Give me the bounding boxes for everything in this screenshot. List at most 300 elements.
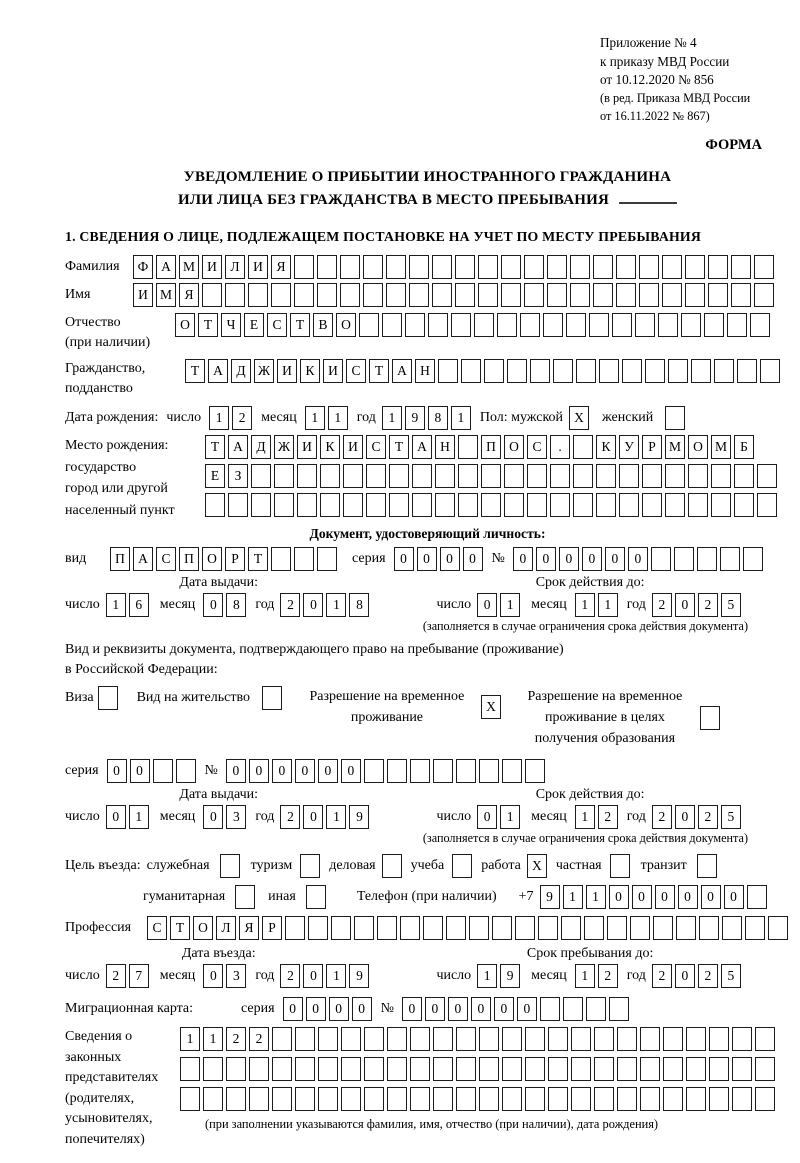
- doc-kind-cells: [110, 547, 340, 571]
- char-cell: [341, 1057, 361, 1081]
- char-cell: 7: [129, 964, 149, 988]
- char-cell: [731, 283, 751, 307]
- char-cell: [318, 1057, 338, 1081]
- char-cell: [720, 547, 740, 571]
- char-cell: [547, 255, 567, 279]
- char-cell: 0: [448, 997, 468, 1021]
- char-cell: [617, 1027, 637, 1051]
- char-cell: 9: [500, 964, 520, 988]
- char-cell: Я: [179, 283, 199, 307]
- issue-month-cells: [203, 593, 249, 617]
- char-cell: [176, 759, 196, 783]
- char-cell: Т: [170, 916, 190, 940]
- char-cell: [438, 359, 458, 383]
- char-cell: И: [248, 255, 268, 279]
- doc-kind-label: вид: [65, 551, 87, 567]
- char-cell: [377, 916, 397, 940]
- char-cell: [616, 283, 636, 307]
- char-cell: [456, 1087, 476, 1111]
- char-cell: 0: [628, 547, 648, 571]
- char-cell: 1: [575, 805, 595, 829]
- char-cell: [617, 1087, 637, 1111]
- char-cell: [663, 1057, 683, 1081]
- char-cell: [478, 255, 498, 279]
- char-cell: [745, 916, 765, 940]
- char-cell: [571, 1087, 591, 1111]
- char-cell: [331, 916, 351, 940]
- char-cell: [359, 313, 379, 337]
- char-cell: [386, 283, 406, 307]
- char-cell: [387, 759, 407, 783]
- char-cell: [389, 464, 409, 488]
- residence-issue-month-cells: [203, 805, 249, 829]
- char-cell: [458, 493, 478, 517]
- char-cell: 1: [129, 805, 149, 829]
- birth-month-label: месяц: [261, 410, 297, 426]
- char-cell: [433, 1057, 453, 1081]
- char-cell: [635, 313, 655, 337]
- char-cell: [663, 1087, 683, 1111]
- appendix-line: к приказу МВД России: [600, 53, 730, 69]
- residence-series-label: серия: [65, 763, 99, 779]
- char-cell: [731, 255, 751, 279]
- char-cell: [317, 255, 337, 279]
- char-cell: [341, 1027, 361, 1051]
- char-cell: О: [688, 435, 708, 459]
- char-cell: [750, 313, 770, 337]
- purpose-tourism-label: туризм: [250, 858, 293, 874]
- issue-day-label: число: [65, 597, 100, 613]
- char-cell: [428, 313, 448, 337]
- char-cell: [458, 464, 478, 488]
- purpose-official-checkbox: [220, 854, 240, 878]
- char-cell: [479, 1057, 499, 1081]
- birth-month-cells: [305, 406, 351, 430]
- birth-place-block: [65, 435, 790, 522]
- char-cell: 1: [451, 406, 471, 430]
- char-cell: [699, 916, 719, 940]
- given-name-label: Имя: [65, 287, 91, 303]
- migration-card-label: Миграционная карта:: [65, 1001, 194, 1017]
- char-cell: [412, 493, 432, 517]
- char-cell: [435, 493, 455, 517]
- char-cell: И: [323, 359, 343, 383]
- char-cell: Р: [225, 547, 245, 571]
- char-cell: 0: [203, 805, 223, 829]
- char-cell: Л: [225, 255, 245, 279]
- char-cell: 0: [471, 997, 491, 1021]
- representatives-label-line: (родителях,: [65, 1090, 135, 1106]
- char-cell: [709, 1087, 729, 1111]
- given-name-row: [65, 283, 790, 307]
- char-cell: [665, 464, 685, 488]
- char-cell: [594, 1057, 614, 1081]
- char-cell: 0: [303, 593, 323, 617]
- char-cell: 8: [428, 406, 448, 430]
- char-cell: [704, 313, 724, 337]
- representatives-cells-row1: [180, 1027, 778, 1051]
- char-cell: [622, 359, 642, 383]
- residence-doc-intro1: Вид и реквизиты документа, подтверждающего право на пребывание (проживание): [65, 642, 564, 658]
- char-cell: 1: [575, 593, 595, 617]
- char-cell: [461, 359, 481, 383]
- char-cell: [180, 1057, 200, 1081]
- char-cell: [688, 493, 708, 517]
- char-cell: [651, 547, 671, 571]
- option-temp-residence-education-label: Разрешение на временное проживание в целях получения образования: [527, 689, 683, 747]
- char-cell: [589, 313, 609, 337]
- char-cell: [455, 255, 475, 279]
- representatives-label-line: представителях: [65, 1070, 159, 1086]
- birth-day-cells: [209, 406, 255, 430]
- char-cell: 1: [563, 885, 583, 909]
- char-cell: [570, 283, 590, 307]
- citizenship-cells: [185, 359, 783, 383]
- char-cell: [433, 1087, 453, 1111]
- given-name-cells: [133, 283, 777, 307]
- char-cell: 0: [303, 805, 323, 829]
- issue-date-heading: Дата выдачи:: [179, 575, 259, 591]
- char-cell: Я: [239, 916, 259, 940]
- char-cell: С: [156, 547, 176, 571]
- migration-card-row: [65, 997, 790, 1021]
- char-cell: [697, 547, 717, 571]
- char-cell: 0: [329, 997, 349, 1021]
- char-cell: [743, 547, 763, 571]
- char-cell: А: [133, 547, 153, 571]
- birth-date-label: Дата рождения:: [65, 410, 159, 426]
- stay-year-label: год: [626, 968, 646, 984]
- citizenship-row: [65, 359, 790, 399]
- char-cell: 5: [721, 964, 741, 988]
- char-cell: Ф: [133, 255, 153, 279]
- char-cell: [708, 283, 728, 307]
- char-cell: 0: [605, 547, 625, 571]
- char-cell: [566, 313, 586, 337]
- migration-series-cells: [283, 997, 375, 1021]
- char-cell: [410, 759, 430, 783]
- char-cell: [686, 1057, 706, 1081]
- char-cell: [658, 313, 678, 337]
- entry-stay-dates: [65, 946, 790, 988]
- char-cell: [525, 1057, 545, 1081]
- char-cell: [387, 1027, 407, 1051]
- char-cell: [645, 359, 665, 383]
- char-cell: 9: [349, 805, 369, 829]
- migration-series-label: серия: [241, 1001, 275, 1017]
- char-cell: Я: [271, 255, 291, 279]
- char-cell: 6: [129, 593, 149, 617]
- birth-place-cells-row2: [205, 464, 780, 488]
- purpose-humanitarian-checkbox: [235, 885, 255, 909]
- char-cell: [382, 313, 402, 337]
- representatives-label-line: усыновителях,: [65, 1111, 153, 1127]
- issue-year-cells: [280, 593, 372, 617]
- option-residence-permit: [137, 686, 285, 710]
- char-cell: Р: [642, 435, 662, 459]
- char-cell: [272, 1027, 292, 1051]
- char-cell: [455, 283, 475, 307]
- residence-issue-year-label: год: [255, 809, 275, 825]
- char-cell: [525, 1087, 545, 1111]
- char-cell: [295, 1027, 315, 1051]
- char-cell: [497, 313, 517, 337]
- char-cell: [294, 255, 314, 279]
- char-cell: [538, 916, 558, 940]
- appendix-line: Приложение № 4: [600, 35, 697, 50]
- char-cell: [271, 547, 291, 571]
- char-cell: [594, 1027, 614, 1051]
- char-cell: [573, 464, 593, 488]
- char-cell: [226, 1087, 246, 1111]
- section-1-heading: 1. СВЕДЕНИЯ О ЛИЦЕ, ПОДЛЕЖАЩЕМ ПОСТАНОВКЕ НА УЧЕТ ПО МЕСТУ ПРЕБЫВАНИЯ: [65, 229, 702, 245]
- char-cell: С: [527, 435, 547, 459]
- char-cell: [481, 464, 501, 488]
- char-cell: .: [550, 435, 570, 459]
- stay-until-heading: Срок пребывания до:: [526, 946, 654, 962]
- birth-day-label: число: [166, 410, 202, 426]
- char-cell: [755, 1087, 775, 1111]
- residence-issue-day-cells: [106, 805, 152, 829]
- char-cell: [354, 916, 374, 940]
- stay-month-cells: [575, 964, 621, 988]
- char-cell: 2: [280, 593, 300, 617]
- purpose-business-checkbox: [382, 854, 402, 878]
- char-cell: 1: [326, 805, 346, 829]
- char-cell: [548, 1057, 568, 1081]
- char-cell: [674, 547, 694, 571]
- char-cell: [297, 493, 317, 517]
- char-cell: [593, 283, 613, 307]
- char-cell: 0: [341, 759, 361, 783]
- char-cell: [593, 255, 613, 279]
- valid-year-cells: [652, 593, 744, 617]
- birth-place-sublabel-state: государство: [65, 459, 137, 475]
- char-cell: 0: [463, 547, 483, 571]
- char-cell: [734, 493, 754, 517]
- char-cell: [550, 493, 570, 517]
- residence-number-cells: [226, 759, 548, 783]
- char-cell: [612, 313, 632, 337]
- char-cell: 1: [203, 1027, 223, 1051]
- char-cell: [409, 283, 429, 307]
- char-cell: [294, 283, 314, 307]
- char-cell: [340, 255, 360, 279]
- char-cell: 0: [609, 885, 629, 909]
- char-cell: [456, 759, 476, 783]
- stay-month-label: месяц: [531, 968, 567, 984]
- char-cell: З: [228, 464, 248, 488]
- identity-doc-dates: [65, 575, 790, 617]
- char-cell: 0: [106, 805, 126, 829]
- valid-until-heading: Срок действия до:: [535, 575, 645, 591]
- char-cell: [410, 1057, 430, 1081]
- entry-month-label: месяц: [159, 968, 196, 984]
- char-cell: [308, 916, 328, 940]
- char-cell: И: [343, 435, 363, 459]
- purpose-work-label: работа: [481, 858, 521, 874]
- char-cell: [757, 464, 777, 488]
- option-temp-residence-label: Разрешение на временное проживание: [309, 689, 465, 726]
- sex-male-checkbox: X: [569, 406, 589, 430]
- char-cell: [423, 916, 443, 940]
- purpose-private-label: частная: [555, 858, 602, 874]
- char-cell: [722, 916, 742, 940]
- char-cell: [458, 435, 478, 459]
- char-cell: [386, 255, 406, 279]
- char-cell: 0: [678, 885, 698, 909]
- valid-day-label: число: [436, 597, 472, 613]
- entry-date-heading: Дата въезда:: [181, 946, 256, 962]
- char-cell: 0: [701, 885, 721, 909]
- doc-number-cells: [513, 547, 766, 571]
- char-cell: [599, 359, 619, 383]
- char-cell: [248, 283, 268, 307]
- residence-doc-options: [65, 686, 790, 749]
- char-cell: 2: [698, 805, 718, 829]
- option-visa-label: Виза: [65, 690, 94, 706]
- char-cell: [364, 1057, 384, 1081]
- char-cell: 0: [494, 997, 514, 1021]
- char-cell: [561, 916, 581, 940]
- char-cell: [727, 313, 747, 337]
- char-cell: [502, 1087, 522, 1111]
- char-cell: [754, 255, 774, 279]
- char-cell: [479, 1087, 499, 1111]
- char-cell: У: [619, 435, 639, 459]
- char-cell: [469, 916, 489, 940]
- form-title-line1: УВЕДОМЛЕНИЕ О ПРИБЫТИИ ИНОСТРАННОГО ГРАЖДАНИНА: [183, 169, 672, 186]
- char-cell: [570, 255, 590, 279]
- valid-month-cells: [575, 593, 621, 617]
- stay-year-cells: [652, 964, 744, 988]
- option-temp-residence-education-checkbox: [700, 706, 720, 730]
- char-cell: 0: [352, 997, 372, 1021]
- char-cell: 1: [598, 593, 618, 617]
- char-cell: 0: [107, 759, 127, 783]
- char-cell: 0: [536, 547, 556, 571]
- char-cell: 0: [130, 759, 150, 783]
- char-cell: 0: [226, 759, 246, 783]
- char-cell: [271, 283, 291, 307]
- option-residence-permit-label: Вид на жительство: [136, 690, 250, 706]
- char-cell: 5: [721, 593, 741, 617]
- char-cell: [640, 1087, 660, 1111]
- char-cell: [714, 359, 734, 383]
- purpose-business-label: деловая: [329, 858, 376, 874]
- char-cell: [665, 493, 685, 517]
- representatives-cells-row2: [180, 1057, 778, 1081]
- char-cell: [502, 1057, 522, 1081]
- char-cell: Д: [231, 359, 251, 383]
- valid-month-label: месяц: [531, 597, 567, 613]
- char-cell: 1: [328, 406, 348, 430]
- visit-purpose-label: Цель въезда:: [65, 858, 141, 874]
- char-cell: [203, 1057, 223, 1081]
- char-cell: [711, 493, 731, 517]
- char-cell: [619, 493, 639, 517]
- char-cell: П: [481, 435, 501, 459]
- char-cell: 0: [295, 759, 315, 783]
- char-cell: [249, 1087, 269, 1111]
- char-cell: Т: [205, 435, 225, 459]
- char-cell: [340, 283, 360, 307]
- sex-label-female: женский: [602, 410, 654, 426]
- char-cell: [732, 1057, 752, 1081]
- char-cell: [363, 283, 383, 307]
- char-cell: 1: [500, 805, 520, 829]
- stay-day-label: число: [436, 968, 472, 984]
- char-cell: [180, 1087, 200, 1111]
- revision-line: (в ред. Приказа МВД России: [600, 91, 751, 106]
- birth-year-label: год: [356, 410, 376, 426]
- char-cell: [343, 493, 363, 517]
- char-cell: И: [133, 283, 153, 307]
- char-cell: 0: [675, 964, 695, 988]
- char-cell: 2: [698, 593, 718, 617]
- char-cell: [708, 255, 728, 279]
- revision-line: от 16.11.2022 № 867): [600, 108, 710, 123]
- option-visa-checkbox: [98, 686, 118, 710]
- char-cell: [540, 997, 560, 1021]
- char-cell: 9: [405, 406, 425, 430]
- char-cell: [507, 359, 527, 383]
- representatives-cells-row3: [180, 1087, 778, 1111]
- char-cell: 2: [232, 406, 252, 430]
- profession-row: [65, 916, 790, 940]
- sex-female-checkbox: [665, 406, 685, 430]
- option-visa: [65, 686, 121, 710]
- char-cell: [274, 464, 294, 488]
- char-cell: 2: [652, 805, 672, 829]
- char-cell: [676, 916, 696, 940]
- char-cell: А: [228, 435, 248, 459]
- char-cell: П: [179, 547, 199, 571]
- char-cell: [502, 1027, 522, 1051]
- char-cell: И: [277, 359, 297, 383]
- char-cell: С: [147, 916, 167, 940]
- char-cell: [320, 493, 340, 517]
- char-cell: [747, 885, 767, 909]
- char-cell: [366, 493, 386, 517]
- doc-series-label: серия: [352, 551, 386, 567]
- char-cell: [501, 255, 521, 279]
- char-cell: 2: [652, 593, 672, 617]
- char-cell: 2: [280, 805, 300, 829]
- char-cell: 0: [655, 885, 675, 909]
- residence-issue-year-cells: [280, 805, 372, 829]
- char-cell: [456, 1057, 476, 1081]
- char-cell: [755, 1027, 775, 1051]
- char-cell: Е: [244, 313, 264, 337]
- char-cell: [432, 283, 452, 307]
- char-cell: 2: [226, 1027, 246, 1051]
- char-cell: [525, 759, 545, 783]
- residence-issue-heading: Дата выдачи:: [179, 787, 259, 803]
- residence-doc-note: (заполняется в случае ограничения срока действия документа): [422, 831, 748, 846]
- char-cell: [757, 493, 777, 517]
- char-cell: М: [156, 283, 176, 307]
- patronymic-row: [65, 313, 790, 353]
- char-cell: [709, 1027, 729, 1051]
- char-cell: [691, 359, 711, 383]
- char-cell: [205, 493, 225, 517]
- char-cell: [640, 1057, 660, 1081]
- char-cell: [548, 1087, 568, 1111]
- stay-day-cells: [477, 964, 523, 988]
- char-cell: [653, 916, 673, 940]
- birth-place-sublabel-city1: город или другой: [65, 481, 168, 497]
